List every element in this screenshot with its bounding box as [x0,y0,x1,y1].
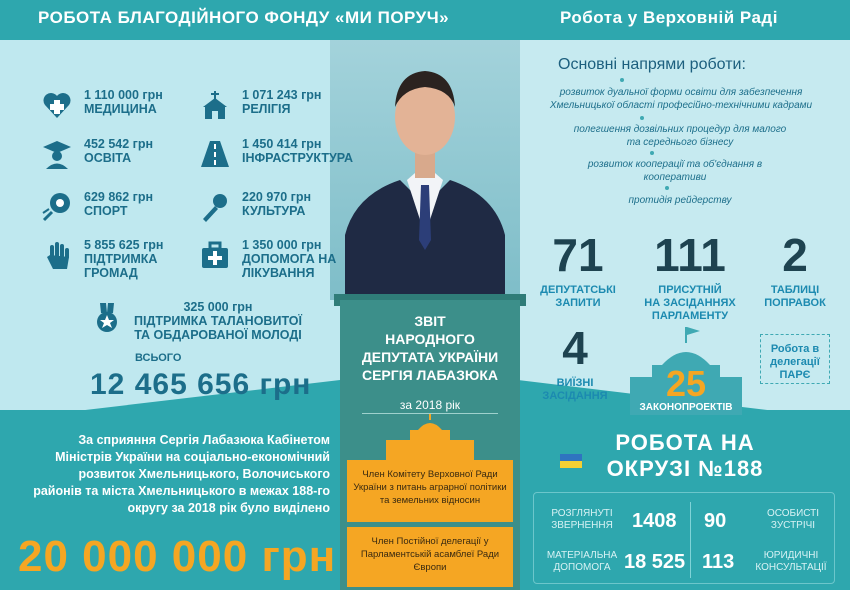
okrug-value-legal: 113 [702,551,735,573]
stat-attendance: 111 ПРИСУТНІЙ НА ЗАСІДАННЯХ ПАРЛАМЕНТУ [644,229,736,322]
okrug-value-meetings: 90 [704,510,727,532]
hand-icon [40,238,74,272]
direction-item: протидія рейдерству [628,195,732,206]
bullet-dot [620,78,624,82]
committee-card: Член Комітету Верховної Ради України з питань аграрної політики та земельних відносин [347,460,513,522]
stat-community: 5 855 625 грн ПІДТРИМКА ГРОМАД [40,238,163,280]
directions-title: Основні напрями роботи: [558,56,746,73]
pace-card: Член Постійної делегації у Парламентській асамблеї Ради Європи [347,527,513,587]
direction-item: розвиток кооперації та об'єднання в кооперативи [587,159,763,183]
total-label: ВСЬОГО [135,352,182,364]
stat-sport: 629 862 грн СПОРТ [40,190,153,224]
stat-requests: 71 ДЕПУТАТСЬКІ ЗАПИТИ [540,229,616,309]
direction-item: розвиток дуальної форми освіти для забезпечення Хмельницької області професійно-технічними кадрами [549,87,813,111]
rada-header: Робота у Верховній Раді [560,8,778,27]
bullet-dot [665,186,669,190]
stat-amendments: 2 ТАБЛИЦІ ПОПРАВОК [764,229,826,309]
deputy-portrait [345,45,505,305]
stat-treatment: 1 350 000 грн ДОПОМОГА НА ЛІКУВАННЯ [198,238,336,280]
okrug-label-meetings: ОСОБИСТІ ЗУСТРІЧІ [766,508,820,531]
okrug-divider [690,502,691,578]
cabinet-text: За сприяння Сергія Лабазюка Кабінетом Міністрів України на соціально-економічний розвиток Хмельницького, Волочиського районів та міста Хмельницького в межах 188-го округу за 2018 рік було виділено [33,433,330,515]
okrug-label-aid: МАТЕРІАЛЬНА ДОПОМОГА [546,550,618,573]
medal-icon [90,300,124,334]
stat-field-sessions: 4 ВИЇЗНІ ЗАСІДАННЯ [542,322,608,402]
medkit-icon [198,238,232,272]
ball-icon [40,190,74,224]
bullet-dot [640,116,644,120]
report-year: за 2018 рік [399,398,461,412]
pace-box: Робота в делегації ПАРЄ [760,334,830,384]
heart-cross-icon [40,88,74,122]
stat-culture: 220 970 грн КУЛЬТУРА [198,190,311,224]
road-icon [198,137,232,171]
report-title: ЗВІТ НАРОДНОГО ДЕПУТАТА УКРАЇНИ СЕРГІЯ ЛАБАЗЮКА [361,313,499,383]
direction-item: полегшення дозвільних процедур для малого та середнього бізнесу [573,124,787,148]
bullet-dot [650,151,654,155]
microphone-icon [198,190,232,224]
okrug-label-appeals: РОЗГЛЯНУТІ ЗВЕРНЕННЯ [551,508,613,531]
stat-talent: 325 000 грн ПІДТРИМКА ТАЛАНОВИТОЇ ТА ОБДАРОВАНОЇ МОЛОДІ [90,300,302,342]
okrug-label-legal: ЮРИДИЧНІ КОНСУЛЬТАЦІЇ [755,550,827,573]
total-value: 12 465 656 грн [90,368,312,401]
laws-label: ЗАКОНОПРОЕКТІВ [639,402,733,413]
okrug-title: РОБОТА НА ОКРУЗІ №188 [606,430,764,481]
graduate-icon [40,137,74,171]
okrug-value-appeals: 1408 [632,510,677,532]
rada-building-icon [384,414,476,460]
stat-medicine: 1 110 000 грн МЕДИЦИНА [40,88,163,122]
stat-education: 452 542 грн ОСВІТА [40,137,153,171]
fund-header: РОБОТА БЛАГОДІЙНОГО ФОНДУ «МИ ПОРУЧ» [38,8,450,27]
cabinet-amount: 20 000 000 грн [18,532,337,581]
okrug-value-aid: 18 525 [624,551,686,573]
laws-count: 25 [665,363,707,404]
stat-infrastructure: 1 450 414 грн ІНФРАСТРУКТУРА [198,137,353,171]
stat-religion: 1 071 243 грн РЕЛІГІЯ [198,88,321,122]
church-icon [198,88,232,122]
